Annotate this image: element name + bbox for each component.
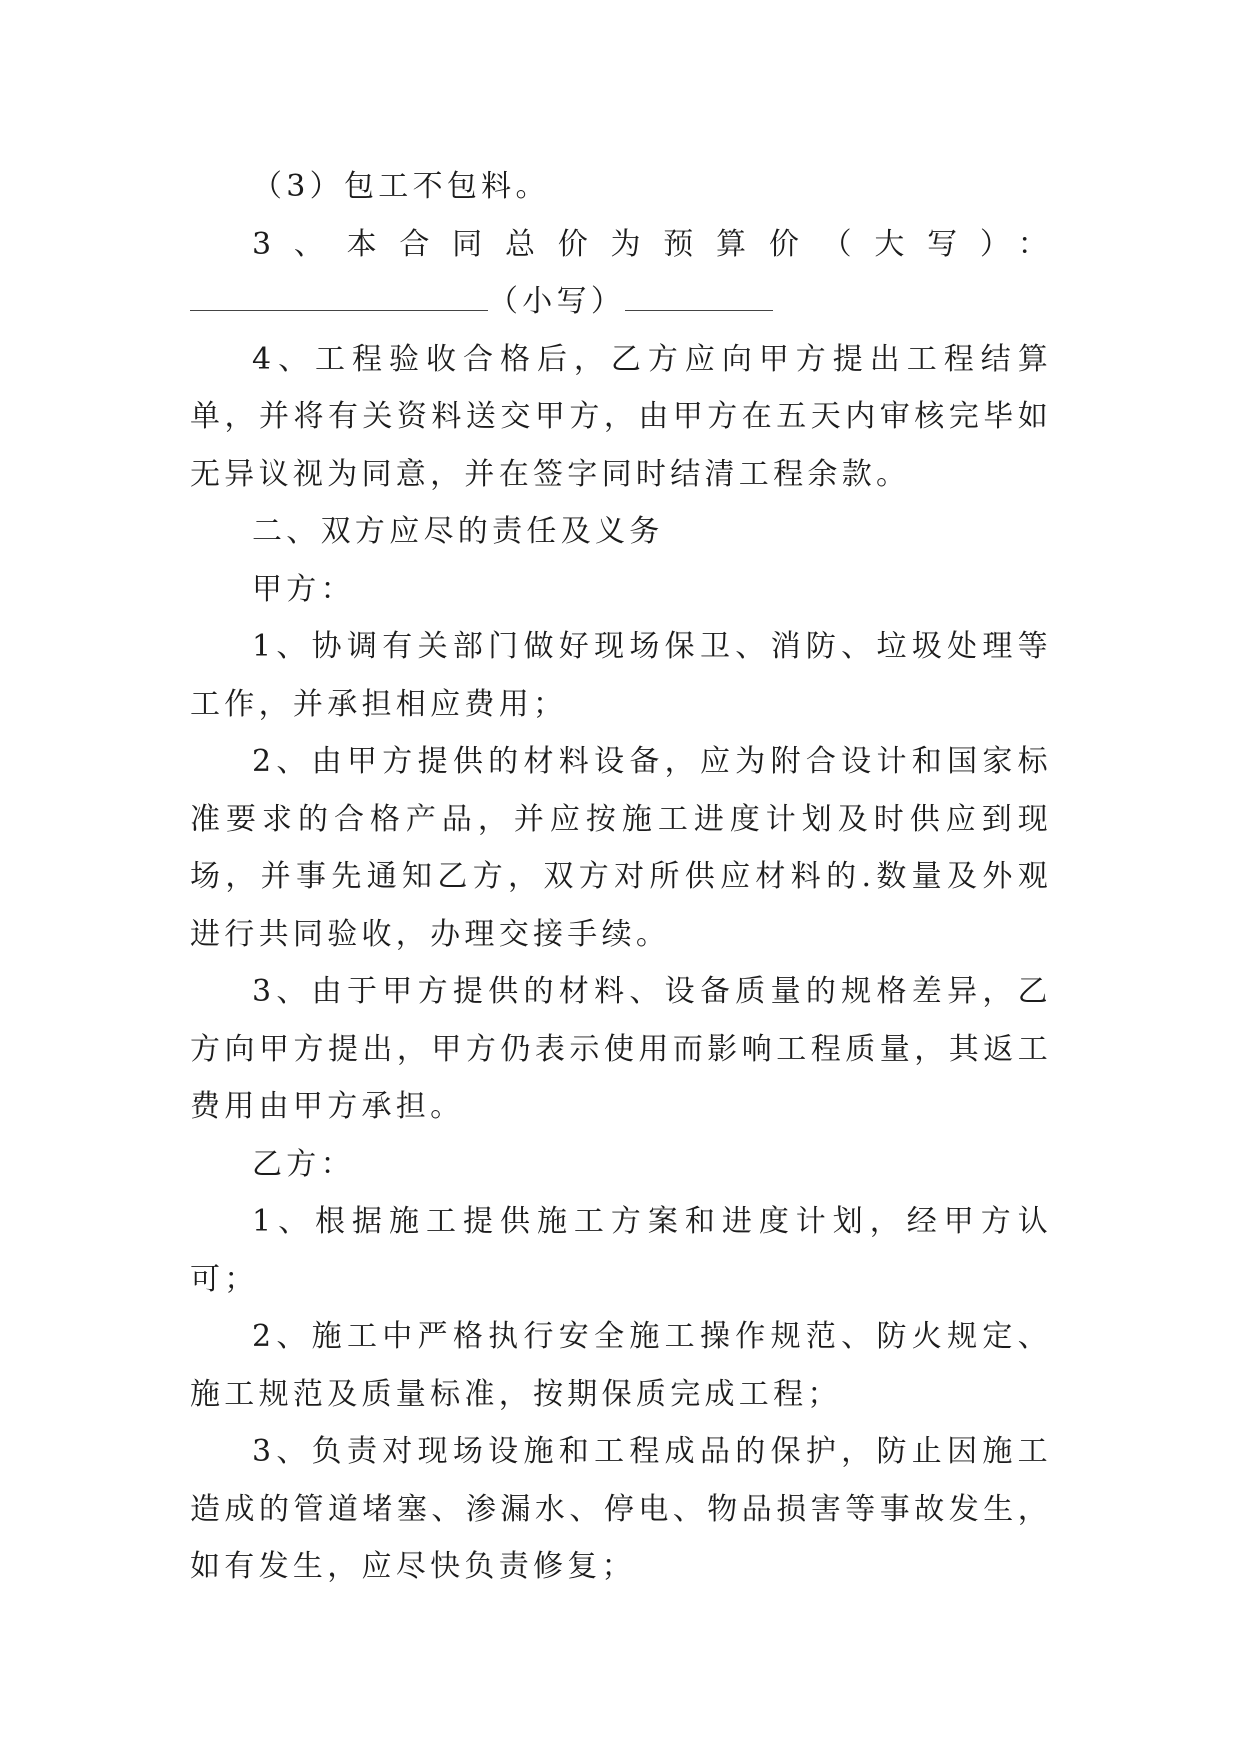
party-b-heading: 乙方： — [252, 1146, 355, 1182]
clause-acceptance-settlement: 4、工程验收合格后，乙方应向甲方提出工程结算单，并将有关资料送交甲方，由甲方在五天内审核完毕如无异议视为同意，并在签字同时结清工程余款。 — [190, 341, 1052, 492]
party-a-clause-2: 2、由甲方提供的材料设备，应为附合设计和国家标准要求的合格产品，并应按施工进度计划及时供应到现场，并事先通知乙方，双方对所供应材料的.数量及外观进行共同验收，办理交接手续。 — [190, 744, 1052, 952]
clause-total-price — [190, 216, 1052, 331]
amount-in-figures-blank — [625, 288, 773, 311]
party-a-clause-1: 1、协调有关部门做好现场保卫、消防、垃圾处理等工作，并承担相应费用； — [190, 629, 1052, 722]
clause-total-price-text: 3、本合同总价为预算价（大写）： — [252, 226, 1052, 262]
clause-labor-only: （3）包工不包料。 — [252, 169, 550, 204]
party-b-clause-1: 1、根据施工提供施工方案和进度计划，经甲方认可； — [190, 1204, 1052, 1297]
section-heading-responsibilities: 二、双方应尽的责任及义务 — [252, 514, 664, 549]
party-a-heading: 甲方： — [252, 571, 355, 607]
amount-in-words-blank — [190, 288, 488, 311]
party-b-clause-2: 2、施工中严格执行安全施工操作规范、防火规定、施工规范及质量标准，按期保质完成工程； — [190, 1319, 1052, 1412]
party-b-clause-3: 3、负责对现场设施和工程成品的保护，防止因施工造成的管道堵塞、渗漏水、停电、物品损害等事故发生，如有发生，应尽快负责修复； — [190, 1434, 1052, 1584]
document-body — [190, 158, 1052, 1596]
amount-in-figures-label: （小写） — [488, 284, 626, 319]
party-a-clause-3: 3、由于甲方提供的材料、设备质量的规格差异，乙方向甲方提出，甲方仍表示使用而影响工程质量，其返工费用由甲方承担。 — [190, 974, 1052, 1124]
